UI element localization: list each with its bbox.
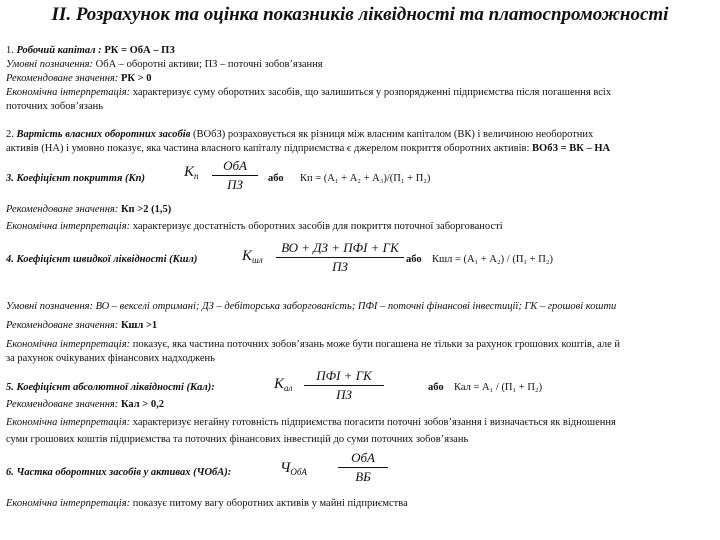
kp-or: або	[268, 173, 284, 184]
section-6-interpretation	[6, 497, 408, 510]
section-4-interpretation	[6, 338, 620, 351]
section-3-label: 3. Коефіцієнт покриття (Кп)	[6, 173, 145, 184]
recommended-label: Рекомендоване значення:	[6, 320, 119, 331]
fraction-bar	[212, 175, 258, 176]
section-5-interpretation-cont: суми грошових коштів підприємства та поточних фінансових інвестицій до суми поточних зобов’язань	[6, 434, 469, 445]
recommended-value: РК > 0	[120, 73, 152, 84]
section-1-number: 1.	[6, 45, 14, 56]
kp-alt-formula: Кп = (А₁ + А₂ + А₃)/(П₁ + П₂)	[300, 173, 431, 184]
section-3-recommended	[6, 203, 171, 216]
notation-label: Умовні позначення:	[6, 59, 94, 70]
kshl-symbol	[242, 248, 263, 265]
interpretation-text: характеризує негайну готовність підприємства погасити поточні зобов’язання і визначається як відношення	[132, 417, 616, 428]
fraction-numerator: ОбА	[351, 450, 375, 465]
kp-fraction	[212, 158, 258, 193]
interpretation-label: Економічна інтерпретація:	[6, 221, 131, 232]
section-2-formula: ВОбЗ = ВК – НА	[532, 143, 611, 154]
kal-symbol-letter: K	[274, 376, 285, 392]
choba-fraction	[338, 450, 388, 485]
recommended-value: Кал > 0,2	[120, 399, 165, 410]
kp-symbol-letter: K	[184, 164, 195, 180]
fraction-bar	[338, 467, 388, 468]
interpretation-text: характеризує достатність оборотних засобів для покриття поточної заборгованості	[132, 221, 503, 232]
section-1-interpretation-cont: поточних зобов’язань	[6, 101, 103, 112]
interpretation-text: показує питому вагу оборотних активів у майні підприємства	[132, 498, 408, 509]
interpretation-label: Економічна інтерпретація:	[6, 87, 131, 98]
fraction-denominator: ПЗ	[227, 177, 243, 192]
kshl-or: або	[406, 254, 422, 265]
fraction-numerator: ОбА	[223, 158, 247, 173]
kshl-symbol-letter: K	[242, 248, 253, 264]
choba-symbol-subscript: ОбА	[290, 467, 307, 477]
section-5-interpretation	[6, 416, 616, 429]
section-2-line-1	[6, 128, 593, 141]
section-4-label: 4. Коефіцієнт швидкої ліквідності (Кшл)	[6, 254, 198, 265]
section-2-text-cont: активів (НА) і умовно показує, яка частина власного капіталу підприємства є джерелом покриття оборотних активів:	[6, 143, 530, 154]
recommended-label: Рекомендоване значення:	[6, 73, 119, 84]
kshl-fraction	[276, 240, 404, 275]
section-1-notation	[6, 58, 323, 71]
fraction-denominator: ПЗ	[332, 259, 348, 274]
notation-text: ВО – векселі отримані; ДЗ – дебіторська заборгованість; ПФІ – поточні фінансові інвестиції; ГК – грошові кошти	[95, 301, 617, 312]
kal-symbol-subscript: ал	[284, 383, 293, 393]
kshl-alt-formula: Кшл = (А₁ + А₂) / (П₁ + П₂)	[432, 254, 553, 265]
section-6-label: 6. Частка оборотних засобів у активах (ЧОбА):	[6, 467, 232, 478]
section-5-recommended	[6, 398, 164, 411]
section-1-heading	[6, 44, 175, 57]
fraction-bar	[276, 257, 404, 258]
kal-symbol	[274, 376, 292, 393]
section-2-number: 2.	[6, 129, 14, 140]
recommended-label: Рекомендоване значення:	[6, 399, 119, 410]
kp-symbol	[184, 164, 199, 181]
section-4-interpretation-cont: за рахунок очікуваних фінансових надходжень	[6, 353, 215, 364]
interpretation-text: показує, яка частина поточних зобов’язань може бути погашена не тільки за рахунок грошових коштів, але й	[132, 339, 620, 350]
kal-alt-formula: Кал = А₁ / (П₁ + П₂)	[454, 382, 543, 393]
kal-fraction	[304, 368, 384, 403]
section-2-name: Вартість власних оборотних засобів	[16, 129, 191, 140]
interpretation-label: Економічна інтерпретація:	[6, 498, 131, 509]
interpretation-text: характеризує суму оборотних засобів, що залишиться у розпорядженні підприємства після погашення всіх	[132, 87, 612, 98]
section-2-line-2	[6, 142, 610, 155]
kp-symbol-subscript: п	[194, 171, 199, 181]
kshl-symbol-subscript: шл	[252, 255, 263, 265]
recommended-value: Кшл >1	[120, 320, 158, 331]
fraction-denominator: ПЗ	[336, 387, 352, 402]
interpretation-label: Економічна інтерпретація:	[6, 339, 131, 350]
choba-symbol-letter: Ч	[280, 460, 291, 476]
kal-or: або	[428, 382, 444, 393]
section-4-notation	[6, 300, 616, 313]
section-1-name: Робочий капітал :	[16, 45, 102, 56]
recommended-label: Рекомендоване значення:	[6, 204, 119, 215]
fraction-numerator: ПФІ + ГК	[316, 368, 372, 383]
choba-symbol	[280, 460, 307, 477]
section-1-recommended	[6, 72, 151, 85]
page-title: ІІ. Розрахунок та оцінка показників ліквідності та платоспроможності	[51, 4, 669, 25]
interpretation-label: Економічна інтерпретація:	[6, 417, 131, 428]
notation-text: ОбА – оборотні активи; ПЗ – поточні зобов’язання	[95, 59, 323, 70]
fraction-bar	[304, 385, 384, 386]
section-1-interpretation	[6, 86, 611, 99]
section-2-text: (ВОбЗ) розраховується як різниця між власним капіталом (ВК) і величиною необоротних	[193, 129, 594, 140]
section-4-recommended	[6, 319, 157, 332]
section-5-label: 5. Коефіцієнт абсолютної ліквідності (Кал):	[6, 382, 215, 393]
section-1-formula: РК = ОбА – ПЗ	[104, 45, 175, 56]
section-3-interpretation	[6, 220, 503, 233]
recommended-value: Кп >2 (1,5)	[120, 204, 172, 215]
fraction-numerator: ВО + ДЗ + ПФІ + ГК	[281, 240, 399, 255]
notation-label: Умовні позначення:	[6, 301, 94, 312]
fraction-denominator: ВБ	[355, 469, 371, 484]
